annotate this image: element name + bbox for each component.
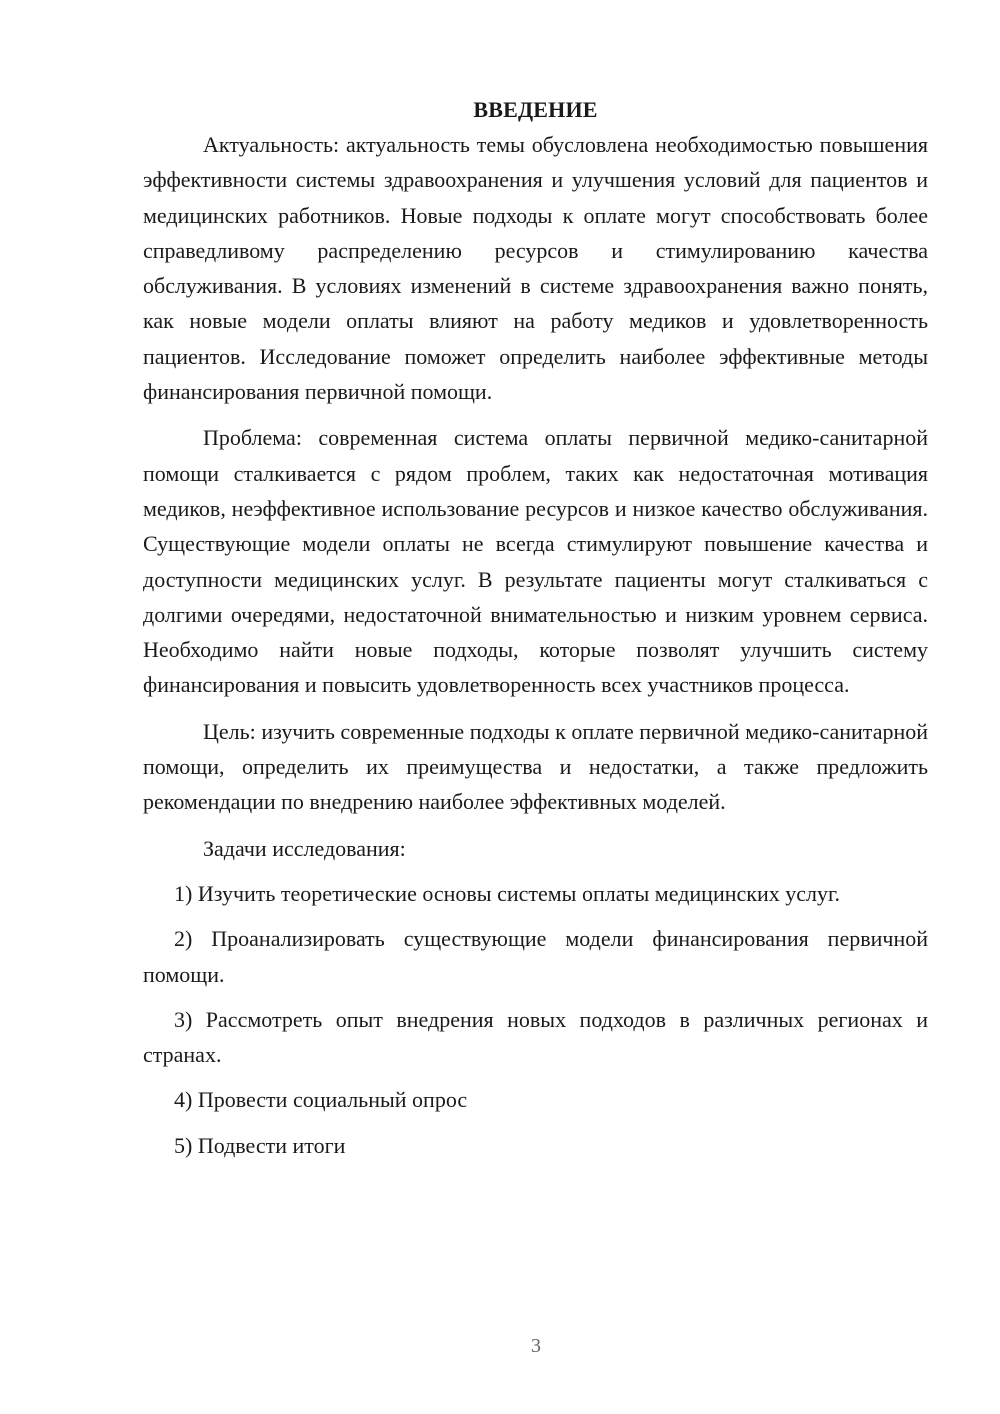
paragraph-goal: Цель: изучить современные подходы к оплате первичной медико-санитарной помощи, определить их преимущества и недостатки, а также предложить рекомендации по внедрению наиболее эффективных моделей. bbox=[143, 718, 928, 815]
tasks-intro: Задачи исследования: bbox=[203, 835, 406, 861]
task-item-5: 5) Подвести итоги bbox=[174, 1132, 346, 1158]
document-page bbox=[143, 92, 928, 1163]
page-number: 3 bbox=[531, 1335, 541, 1357]
task-item-3: 3) Рассмотреть опыт внедрения новых подходов в различных регионах и странах. bbox=[143, 1006, 928, 1068]
paragraph-relevance: Актуальность: актуальность темы обусловлена необходимостью повышения эффективности системы здравоохранения и улучшения условий для пациентов и медицинских работников. Новые подходы к оплате могут способствовать более справедливому распределению ресурсов и стимулированию качества обслуживания. В условиях изменений в системе здравоохранения важно понять, как новые модели оплаты влияют на работу медиков и удовлетворенность пациентов. Исследование поможет определить наиболее эффективные методы финансирования первичной помощи. bbox=[143, 132, 928, 405]
task-item-4: 4) Провести социальный опрос bbox=[174, 1087, 468, 1113]
task-item-1: 1) Изучить теоретические основы системы оплаты медицинских услуг. bbox=[174, 880, 841, 906]
task-item-2: 2) Проанализировать существующие модели финансирования первичной помощи. bbox=[143, 926, 928, 987]
section-heading: ВВЕДЕНИЕ bbox=[473, 97, 598, 122]
paragraph-problem: Проблема: современная система оплаты первичной медико-санитарной помощи сталкивается с рядом проблем, таких как недостаточная мотивация медиков, неэффективное использование ресурсов и низкое качество обслуживания. Существующие модели оплаты не всегда стимулируют повышение качества и доступности медицинских услуг. В результате пациенты могут сталкиваться с долгими очередями, недостаточной внимательностью и низким уровнем сервиса. Необходимо найти новые подходы, которые позволят улучшить систему финансирования и повысить удовлетворенность всех участников процесса. bbox=[143, 425, 928, 698]
